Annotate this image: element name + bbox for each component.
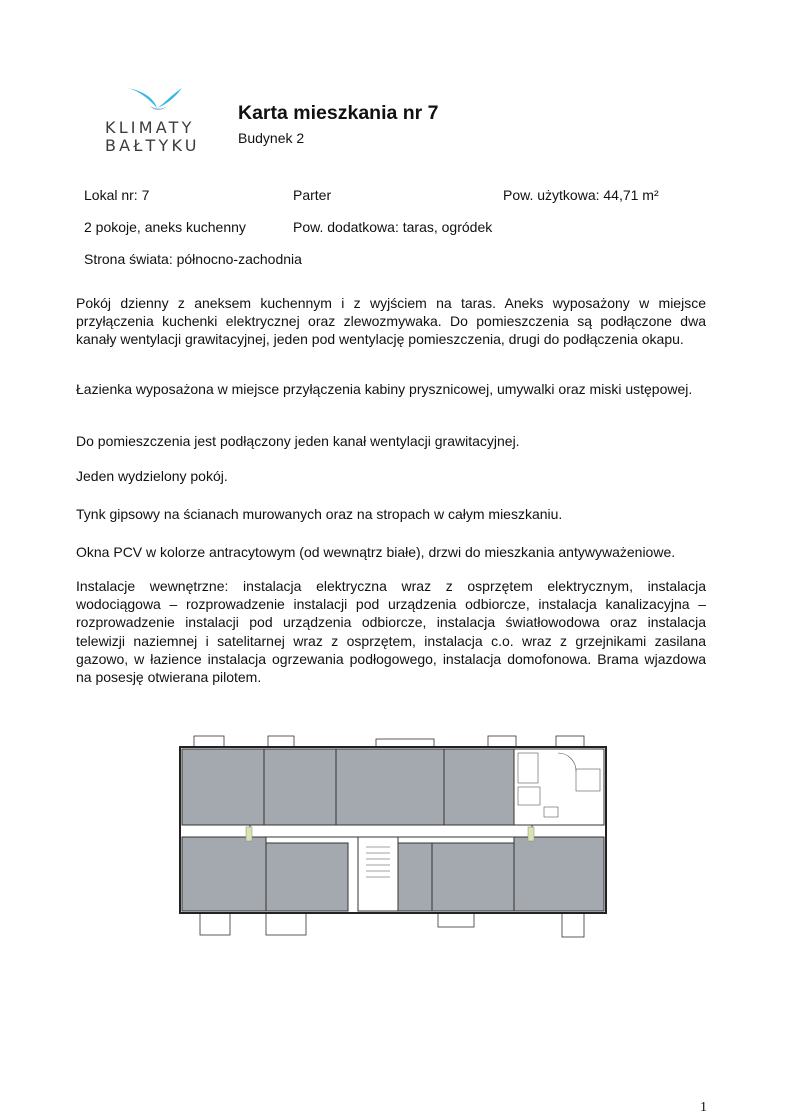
page-title: Karta mieszkania nr 7 bbox=[238, 102, 439, 124]
page-number: 1 bbox=[700, 1100, 707, 1115]
rooms-label: 2 pokoje, aneks kuchenny bbox=[84, 219, 246, 235]
building-label: Budynek 2 bbox=[238, 130, 305, 146]
paragraph-bathroom: Łazienka wyposażona w miejsce przyłączenia kabiny prysznicowej, umywalki oraz miski ustępowej. bbox=[76, 381, 693, 397]
paragraph-room: Jeden wydzielony pokój. bbox=[76, 468, 228, 484]
paragraph-living-room: Pokój dzienny z aneksem kuchennym i z wyjściem na taras. Aneks wyposażony w miejsce przyłączenia kuchenki elektrycznej oraz zlewozmywaka. Do pomieszczenia są podłączone dwa kanały wentylacji grawitacyjnej, jeden pod wentylację pomieszczenia, drugi do podłączenia okapu. bbox=[76, 295, 706, 348]
logo-text-line2: BAŁTYKU bbox=[105, 136, 200, 155]
orientation-label: Strona świata: północno-zachodnia bbox=[84, 251, 302, 267]
paragraph-plaster: Tynk gipsowy na ścianach murowanych oraz na stropach w całym mieszkaniu. bbox=[76, 506, 563, 522]
logo-text-line1: KLIMATY bbox=[105, 118, 195, 137]
usable-area: Pow. użytkowa: 44,71 m² bbox=[503, 187, 659, 203]
unit-number: Lokal nr: 7 bbox=[84, 187, 150, 203]
paragraph-ventilation: Do pomieszczenia jest podłączony jeden kanał wentylacji grawitacyjnej. bbox=[76, 433, 520, 449]
extra-area: Pow. dodatkowa: taras, ogródek bbox=[293, 219, 493, 235]
paragraph-installations: Instalacje wewnętrzne: instalacja elektryczna wraz z osprzętem elektrycznym, instalacja wodociągowa – rozprowadzenie instalacji pod urządzenia odbiorcze, instalacja kanalizacyjna – rozprowadzenie instalacji pod urządzenia odbiorcze, instalacja światłowodowa oraz instalacja telewizji naziemnej i satelitarnej wraz z osprzętem, instalacja c.o. wraz z grzejnikami zasilana gazowo, w łazience instalacja ogrzewania podłogowego, instalacja domofonowa. Brama wjazdowa na posesję otwierana pilotem. bbox=[76, 578, 706, 686]
paragraph-windows: Okna PCV w kolorze antracytowym (od wewnątrz białe), drzwi do mieszkania antywyważeniowe. bbox=[76, 544, 676, 560]
floor-plan bbox=[166, 733, 616, 945]
company-logo bbox=[100, 84, 218, 158]
floor-label: Parter bbox=[293, 187, 332, 203]
bird-logo-icon bbox=[124, 84, 194, 116]
